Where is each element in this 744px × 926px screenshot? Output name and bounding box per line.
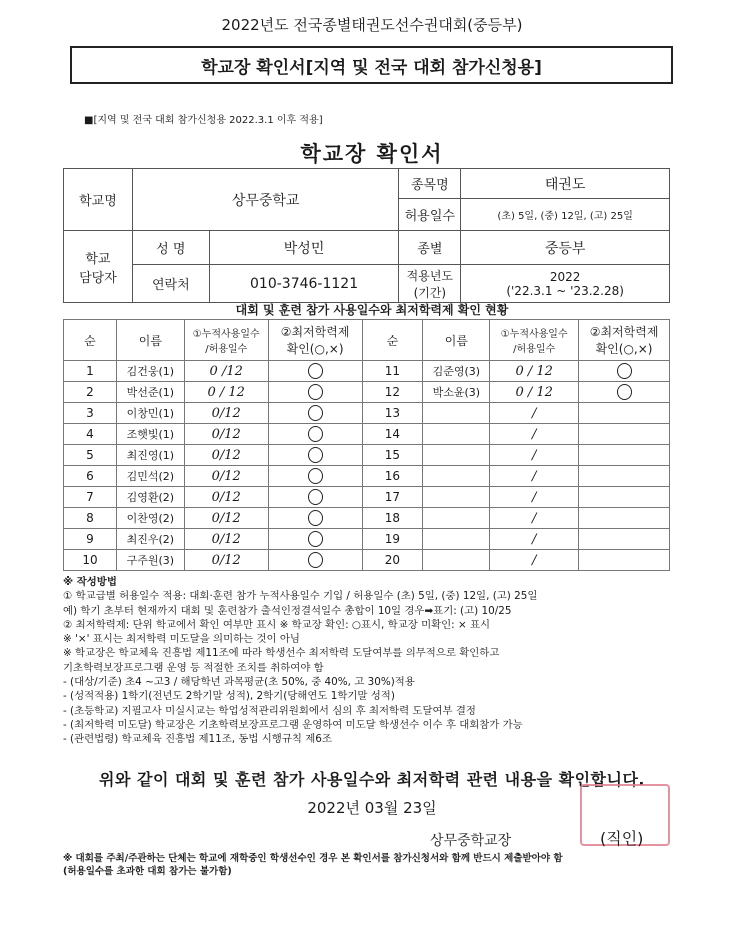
student-name <box>423 466 490 487</box>
student-name: 김영환(2) <box>116 487 184 508</box>
col-no: 순 <box>64 320 117 361</box>
principal-title: 상무중학교장 <box>430 833 512 849</box>
name-value: 박성민 <box>209 231 399 265</box>
row-no: 4 <box>64 424 117 445</box>
col-min-line1: ②최저학력제 <box>280 325 350 339</box>
manager-label-line1: 학교 <box>85 251 111 267</box>
school-name: 상무중학교 <box>132 169 399 231</box>
min-check <box>579 487 670 508</box>
used-days: 0/12 <box>184 403 268 424</box>
student-name: 구주원(3) <box>116 550 184 571</box>
instructions <box>63 575 683 747</box>
instruction-line: - (초등학교) 지필고사 미실시교는 학업성적관리위원회에서 심의 후 최저학력 도달여부 결정 <box>63 704 476 717</box>
col-days <box>184 320 268 361</box>
status-row <box>64 361 670 382</box>
name-label: 성 명 <box>132 231 209 265</box>
min-check <box>579 361 670 382</box>
check-circle-icon <box>308 468 323 484</box>
col-min-2-line1: ②최저학력제 <box>589 325 659 339</box>
check-circle-icon <box>308 426 323 442</box>
used-days: 0/12 <box>184 424 268 445</box>
check-circle-icon <box>308 447 323 463</box>
used-days: / <box>490 445 579 466</box>
used-days: / <box>490 508 579 529</box>
used-days: 0/12 <box>184 508 268 529</box>
used-days: / <box>490 424 579 445</box>
check-circle-icon <box>308 489 323 505</box>
student-name <box>423 424 490 445</box>
used-days: 0 / 12 <box>184 382 268 403</box>
min-check <box>579 466 670 487</box>
info-table <box>63 168 670 303</box>
footer-line: ※ 대회를 주최/주관하는 단체는 학교에 재학중인 학생선수인 경우 본 확인서를 참가신청서와 함께 반드시 제출받아야 함 <box>63 853 563 864</box>
col-min-2 <box>579 320 670 361</box>
row-no: 7 <box>64 487 117 508</box>
main-title: 학교장 확인서 <box>300 142 444 166</box>
check-circle-icon <box>308 363 323 379</box>
used-days: 0/12 <box>184 550 268 571</box>
row-no: 6 <box>64 466 117 487</box>
col-min-2-line2: 확인(○,×) <box>595 342 653 356</box>
contact-value: 010-3746-1121 <box>209 265 399 303</box>
min-check <box>579 529 670 550</box>
row-no: 11 <box>362 361 423 382</box>
row-no: 16 <box>362 466 423 487</box>
used-days: / <box>490 466 579 487</box>
applies-note: ■[지역 및 전국 대회 참가신청용 2022.3.1 이후 적용] <box>84 115 323 126</box>
status-row <box>64 382 670 403</box>
student-name: 김준영(3) <box>423 361 490 382</box>
min-check <box>579 382 670 403</box>
status-row <box>64 403 670 424</box>
status-row <box>64 550 670 571</box>
instruction-line: ※ 작성방법 <box>63 576 117 588</box>
col-days-line2: /허용일수 <box>205 344 248 355</box>
event-title: 2022년도 전국종별태권도선수권대회(중등부) <box>221 16 523 34</box>
period-value: ('22.3.1 ~ '23.2.28) <box>506 283 624 298</box>
row-no: 18 <box>362 508 423 529</box>
used-days: 0/12 <box>184 529 268 550</box>
col-days-2 <box>490 320 579 361</box>
check-circle-icon <box>308 552 323 568</box>
instruction-line: 기초학력보장프로그램 운영 등 적절한 조치를 취하여야 함 <box>63 661 324 674</box>
status-title: 대회 및 훈련 참가 사용일수와 최저학력제 확인 현황 <box>235 303 509 317</box>
used-days: / <box>490 529 579 550</box>
min-check <box>268 529 362 550</box>
year-label-line2: (기간) <box>413 285 447 300</box>
seal-mark: (직인) <box>600 829 644 848</box>
instruction-line: - (최저학력 미도달) 학교장은 기초학력보장프로그램 운영하여 미도달 학생선수 이수 후 대회참가 가능 <box>63 718 523 731</box>
min-check <box>579 424 670 445</box>
row-no: 5 <box>64 445 117 466</box>
used-days: 0/12 <box>184 466 268 487</box>
student-name: 박선준(1) <box>116 382 184 403</box>
student-name: 이창민(1) <box>116 403 184 424</box>
row-no: 20 <box>362 550 423 571</box>
student-name <box>423 487 490 508</box>
used-days: / <box>490 550 579 571</box>
student-name: 최진영(1) <box>116 445 184 466</box>
col-name: 이름 <box>116 320 184 361</box>
status-body <box>64 320 670 571</box>
min-check <box>268 550 362 571</box>
student-name: 박소윤(3) <box>423 382 490 403</box>
student-name: 김민석(2) <box>116 466 184 487</box>
min-check <box>268 382 362 403</box>
check-circle-icon <box>308 531 323 547</box>
used-days: / <box>490 403 579 424</box>
col-days-line1: ①누적사용일수 <box>192 329 260 340</box>
status-row <box>64 508 670 529</box>
min-check <box>579 403 670 424</box>
year-label-line1: 적용년도 <box>406 268 454 283</box>
used-days: 0 / 12 <box>490 382 579 403</box>
col-days-2-line2: /허용일수 <box>513 344 556 355</box>
instruction-line: - (성적적용) 1학기(전년도 2학기말 성적), 2학기(당해연도 1학기말 성적) <box>63 690 395 703</box>
allowed-days-label: 허용일수 <box>399 199 461 231</box>
row-no: 19 <box>362 529 423 550</box>
student-name <box>423 508 490 529</box>
confirmation-date: 2022년 03월 23일 <box>307 799 437 817</box>
min-check <box>579 550 670 571</box>
student-name: 이찬영(2) <box>116 508 184 529</box>
row-no: 9 <box>64 529 117 550</box>
sport-label: 종목명 <box>399 169 461 199</box>
used-days: / <box>490 487 579 508</box>
row-no: 2 <box>64 382 117 403</box>
min-check <box>268 466 362 487</box>
used-days: 0/12 <box>184 445 268 466</box>
year-value-line1: 2022 <box>549 269 581 284</box>
student-name <box>423 403 490 424</box>
status-row <box>64 445 670 466</box>
used-days: 0 /12 <box>184 361 268 382</box>
min-check <box>268 424 362 445</box>
check-circle-icon <box>617 363 632 379</box>
status-table <box>63 319 670 571</box>
check-circle-icon <box>617 384 632 400</box>
col-min <box>268 320 362 361</box>
row-no: 15 <box>362 445 423 466</box>
footer-note <box>63 852 683 878</box>
col-no-2: 순 <box>362 320 423 361</box>
instruction-line: 예) 학기 초부터 현재까지 대회 및 훈련참가 출석인정결석일수 총합이 10일 경우➡표기: (고) 10/25 <box>63 604 512 617</box>
row-no: 17 <box>362 487 423 508</box>
form-title: 학교장 확인서[지역 및 전국 대회 참가신청용] <box>70 46 673 84</box>
student-name: 김건웅(1) <box>116 361 184 382</box>
min-check <box>268 487 362 508</box>
allowed-days-value: (초) 5일, (중) 12일, (고) 25일 <box>461 199 670 231</box>
min-check <box>268 445 362 466</box>
student-name: 최진우(2) <box>116 529 184 550</box>
footer-line: (허용일수를 초과한 대회 참가는 불가함) <box>63 866 232 877</box>
student-name: 조햇빛(1) <box>116 424 184 445</box>
instruction-line: - (대상/기준) 초4 ~고3 / 해당학년 과목평균(초 50%, 중 40%, 고 30%)적용 <box>63 676 415 689</box>
instruction-line: - (관련법령) 학교체육 진흥법 제11조, 동법 시행규칙 제6조 <box>63 733 332 746</box>
status-row <box>64 487 670 508</box>
row-no: 8 <box>64 508 117 529</box>
division-label: 종별 <box>399 231 461 265</box>
used-days: 0 / 12 <box>490 361 579 382</box>
used-days: 0/12 <box>184 487 268 508</box>
status-header-row <box>64 320 670 361</box>
check-circle-icon <box>308 405 323 421</box>
check-circle-icon <box>308 510 323 526</box>
instruction-line: ※ '×' 표시는 최저학력 미도달을 의미하는 것이 아님 <box>63 633 300 646</box>
year-value <box>461 265 670 303</box>
row-no: 12 <box>362 382 423 403</box>
row-no: 1 <box>64 361 117 382</box>
row-no: 14 <box>362 424 423 445</box>
min-check <box>268 508 362 529</box>
manager-label <box>64 231 133 303</box>
check-circle-icon <box>308 384 323 400</box>
row-no: 10 <box>64 550 117 571</box>
min-check <box>268 361 362 382</box>
min-check <box>268 403 362 424</box>
instruction-line: ② 최저학력제: 단위 학교에서 확인 여부만 표시 ※ 학교장 확인: ○표시, 학교장 미확인: × 표시 <box>63 618 491 631</box>
instruction-line: ① 학교급별 허용일수 적용: 대회·훈련 참가 누적사용일수 기입 / 허용일수 (초) 5일, (중) 12일, (고) 25일 <box>63 590 538 603</box>
instruction-line: ※ 학교장은 학교체육 진흥법 제11조에 따라 학생선수 최저학력 도달여부를 의무적으로 확인하고 <box>63 647 500 660</box>
student-name <box>423 445 490 466</box>
min-check <box>579 508 670 529</box>
row-no: 13 <box>362 403 423 424</box>
division-value: 중등부 <box>461 231 670 265</box>
student-name <box>423 529 490 550</box>
manager-label-line2: 담당자 <box>79 270 117 286</box>
status-row <box>64 424 670 445</box>
col-days-2-line1: ①누적사용일수 <box>500 329 568 340</box>
confirmation-text: 위와 같이 대회 및 훈련 참가 사용일수와 최저학력 관련 내용을 확인합니다. <box>99 770 645 789</box>
status-row <box>64 466 670 487</box>
school-label: 학교명 <box>64 169 133 231</box>
row-no: 3 <box>64 403 117 424</box>
status-row <box>64 529 670 550</box>
col-name-2: 이름 <box>423 320 490 361</box>
col-min-line2: 확인(○,×) <box>286 342 344 356</box>
min-check <box>579 445 670 466</box>
student-name <box>423 550 490 571</box>
year-label <box>399 265 461 303</box>
contact-label: 연락처 <box>132 265 209 303</box>
sport-value: 태권도 <box>461 169 670 199</box>
